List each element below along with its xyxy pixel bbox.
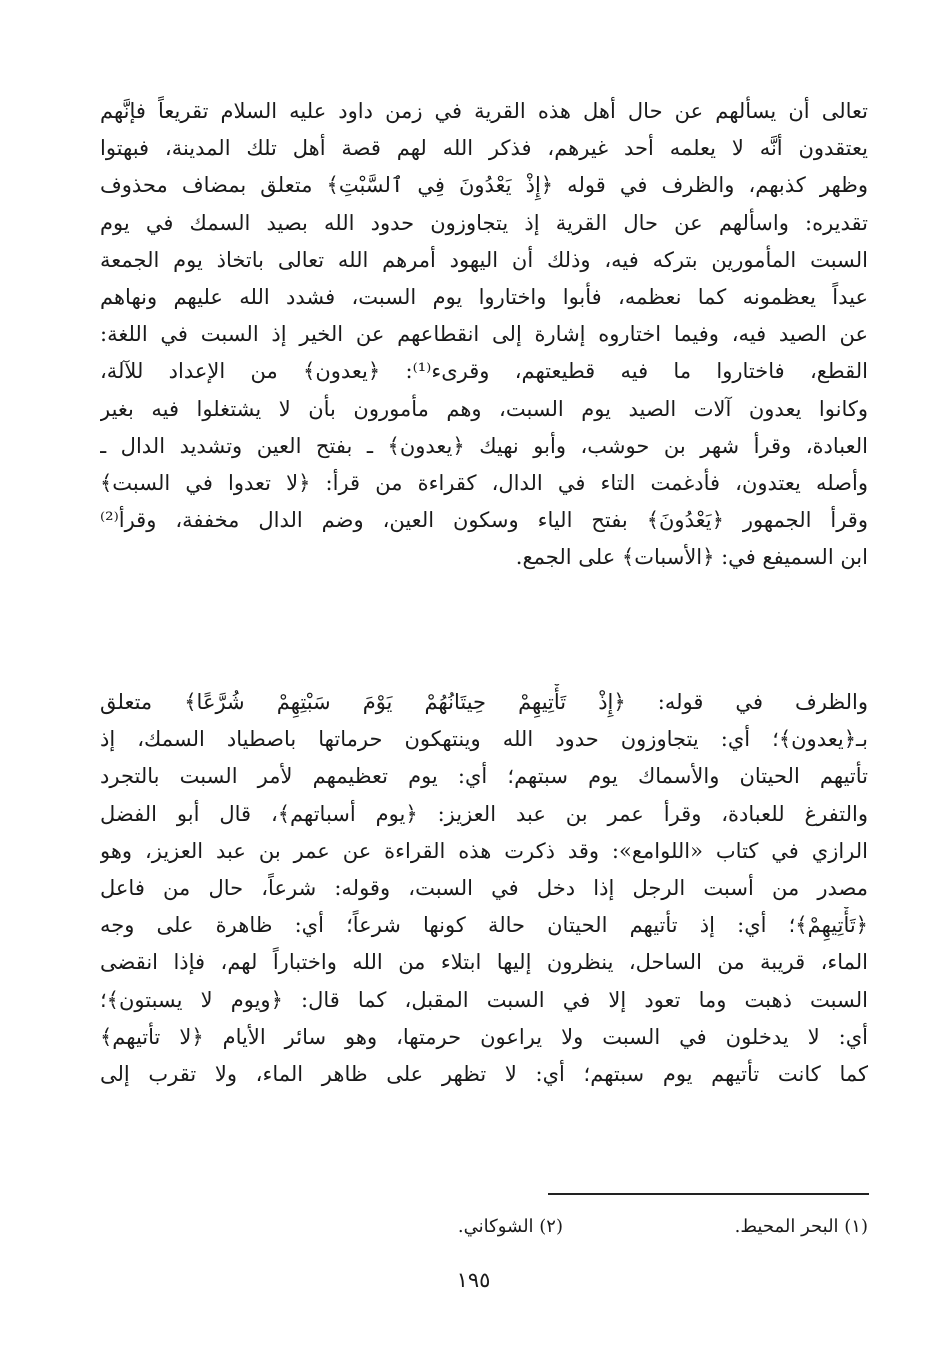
text-line: بـ﴿يعدون﴾؛ أي: يتجاوزون حدود الله وينتهكون حرماتها باصطياد السمك، إذ (100, 727, 868, 752)
text-line: والتفرغ للعبادة، وقرأ عمر بن عبد العزيز: ﴿يوم أسباتهم﴾، قال أبو الفضل (100, 801, 868, 826)
text-line: ابن السميفع في: ﴿الأسبات﴾ على الجمع. (515, 545, 868, 570)
footnote-separator (548, 1193, 869, 1195)
text-line: القطع، فاختاروا ما فيه قطيعتهم، وقرىء⁽¹⁾: ﴿يعدون﴾ من الإعداد للآلة، (100, 359, 868, 384)
text-line: والظرف في قوله: ﴿إِذْ تَأْتِيهِمْ حِيتَانُهُمْ يَوْمَ سَبْتِهِمْ شُرَّعًا﴾ متعلق (100, 690, 868, 714)
text-line: الماء، قريبة من الساحل، ينظرون إليها ابتلاء من الله واختباراً لهم، فإذا انقضى (100, 950, 868, 975)
text-line: تأتيهم الحيتان والأسماك يوم سبتهم؛ أي: يوم تعظيمهم لأمر السبت بالتجرد (100, 764, 868, 789)
text-line: كما كانت تأتيهم يوم سبتهم؛ أي: لا تظهر على ظاهر الماء، ولا تقرب إلى (100, 1061, 868, 1086)
text-line: وأصله يعتدون، فأدغمت التاء في الدال، كقراءة من قرأ: ﴿لا تعدوا في السبت﴾ (100, 470, 868, 495)
text-line: العبادة، وقرأ شهر بن حوشب، وأبو نهيك ﴿يعدون﴾ ـ بفتح العين وتشديد الدال ـ (100, 433, 868, 458)
text-line: السبت ذهبت وما تعود إلا في السبت المقبل، كما قال: ﴿ويوم لا يسبتون﴾؛ (100, 987, 868, 1012)
text-line: عن الصيد فيه، وفيما اختاروه إشارة إلى انقطاعهم عن الخير إذ السبت في اللغة: (100, 322, 868, 347)
text-line: وظهر كذبهم، والظرف في قوله ﴿إِذْ يَعْدُونَ فِي ٱلسَّبْتِ﴾ متعلق بمضاف محذوف (100, 173, 868, 198)
page-number: ١٩٥ (456, 1268, 491, 1292)
text-line: تعالى أن يسألهم عن حال أهل هذه القرية في زمن داود عليه السلام تقريعاً فإنَّهم (100, 99, 868, 123)
paragraph-1 (100, 93, 868, 576)
footnote-1: (١) البحر المحيط. (734, 1216, 868, 1237)
text-line: وكانوا يعدون آلات الصيد يوم السبت، وهم مأمورون بأن لا يشتغلوا فيه بغير (100, 396, 868, 421)
text-line: يعتقدون أنَّه لا يعلمه أحد غيرهم، فذكر الله لهم قصة أهل تلك المدينة، فبهتوا (100, 136, 868, 161)
text-line: مصدر من أسبت الرجل إذا دخل في السبت، وقوله: شرعاً، حال من فاعل (100, 875, 868, 900)
text-line: الرازي في كتاب «اللوامع»: وقد ذكرت هذه القراءة عن عمر بن عبد العزيز، وهو (100, 838, 868, 863)
paragraph-2 (100, 684, 868, 1093)
text-line: أي: لا يدخلون في السبت ولا يراعون حرمتها، وهو سائر الأيام ﴿لا تأتيهم﴾ (100, 1024, 868, 1049)
footnote-2: (٢) الشوكاني. (457, 1216, 563, 1237)
text-line: عيداً يعظمونه كما نعظمه، فأبوا واختاروا يوم السبت، فشدد الله عليهم ونهاهم (100, 284, 868, 309)
text-line: السبت المأمورين بتركه فيه، وذلك أن اليهود أمرهم الله تعالى باتخاذ يوم الجمعة (100, 247, 868, 272)
text-line: ﴿تَأْتِيهِمْ﴾؛ أي: إذ تأتيهم الحيتان حالة كونها شرعاً؛ أي: ظاهرة على وجه (100, 913, 868, 938)
footnotes (300, 1212, 868, 1242)
text-line: وقرأ الجمهور ﴿يَعْدُونَ﴾ بفتح الياء وسكون العين، وضم الدال مخففة، وقرأ⁽²⁾ (100, 508, 868, 533)
text-line: تقديره: واسألهم عن حال القرية إذ يتجاوزون حدود الله بصيد السمك في يوم (100, 210, 868, 235)
